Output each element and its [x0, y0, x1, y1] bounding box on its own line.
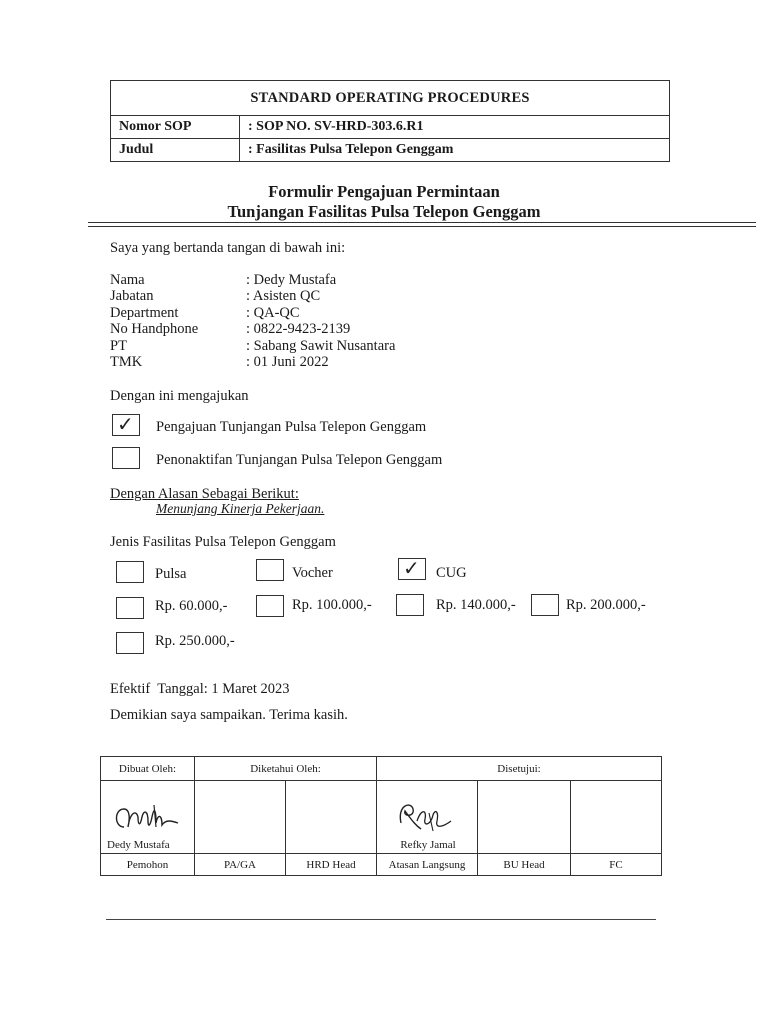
form-title-line1: Formulir Pengajuan Permintaan: [268, 182, 500, 201]
closing-text: Demikian saya sampaikan. Terima kasih.: [110, 707, 348, 723]
checkbox-amount-60000[interactable]: [116, 597, 144, 619]
signature-cell-paga: [195, 781, 286, 854]
type-pulsa-label: Pulsa: [155, 566, 187, 582]
approved-by-header: Disetujui:: [377, 757, 662, 781]
checkbox-cug[interactable]: [398, 558, 426, 580]
field-label-pt: PT: [110, 338, 127, 354]
field-value-nama: : Dedy Mustafa: [246, 272, 337, 288]
field-label-handphone: No Handphone: [110, 321, 199, 337]
checkbox-pulsa[interactable]: [116, 561, 144, 583]
sop-title-label: Judul: [111, 139, 240, 162]
checkbox-amount-100000[interactable]: [256, 595, 284, 617]
field-label-tmk: TMK: [110, 354, 143, 370]
reason-text: Menunjang Kinerja Pekerjaan.: [156, 501, 325, 516]
facility-heading: Jenis Fasilitas Pulsa Telepon Genggam: [110, 534, 336, 550]
sop-title-value: : Fasilitas Pulsa Telepon Genggam: [240, 139, 670, 162]
signature-cell-bu: [478, 781, 571, 854]
type-vocher-label: Vocher: [292, 565, 333, 581]
type-cug-label: CUG: [436, 565, 467, 581]
checkbox-amount-200000[interactable]: [531, 594, 559, 616]
request-intro: Dengan ini mengajukan: [110, 388, 249, 404]
amount-60000-label: Rp. 60.000,-: [155, 598, 228, 614]
amount-100000-label: Rp. 100.000,-: [292, 597, 372, 613]
role-paga: PA/GA: [195, 854, 286, 876]
field-value-pt: : Sabang Sawit Nusantara: [246, 338, 396, 354]
made-by-header: Dibuat Oleh:: [101, 757, 195, 781]
role-atasan-langsung: Atasan Langsung: [377, 854, 478, 876]
sop-heading: STANDARD OPERATING PROCEDURES: [111, 81, 670, 116]
role-hrd-head: HRD Head: [286, 854, 377, 876]
sop-number-value: : SOP NO. SV-HRD-303.6.R1: [240, 116, 670, 139]
check-mark-icon: ✓: [403, 556, 420, 580]
title-divider-bottom: [88, 226, 756, 227]
field-label-jabatan: Jabatan: [110, 288, 154, 304]
signature-cell-fc: [571, 781, 662, 854]
intro-text: Saya yang bertanda tangan di bawah ini:: [110, 240, 346, 256]
known-by-header: Diketahui Oleh:: [195, 757, 377, 781]
checkbox-amount-250000[interactable]: [116, 632, 144, 654]
signer-left-name: Dedy Mustafa: [107, 839, 170, 851]
approval-table: [100, 756, 662, 876]
signature-cell-hrd: [286, 781, 377, 854]
footer-rule: [106, 919, 656, 920]
sop-number-label: Nomor SOP: [111, 116, 240, 139]
title-divider-top: [88, 222, 756, 223]
role-bu-head: BU Head: [478, 854, 571, 876]
amount-140000-label: Rp. 140.000,-: [436, 597, 516, 613]
signature-cell-pemohon: [101, 781, 195, 854]
checkbox-request-deactivate[interactable]: [112, 447, 140, 469]
checkbox-amount-140000[interactable]: [396, 594, 424, 616]
form-title-line2: Tunjangan Fasilitas Pulsa Telepon Genggam: [227, 202, 541, 221]
field-value-department: : QA-QC: [246, 305, 300, 321]
signature-dedy: [108, 797, 188, 839]
signature-refky: [387, 795, 467, 839]
check-mark-icon: ✓: [117, 412, 134, 436]
amount-250000-label: Rp. 250.000,-: [155, 633, 235, 649]
reason-heading: Dengan Alasan Sebagai Berikut:: [110, 486, 299, 502]
field-label-nama: Nama: [110, 272, 145, 288]
field-value-handphone: : 0822-9423-2139: [246, 321, 351, 337]
role-pemohon: Pemohon: [101, 854, 195, 876]
signature-cell-atasan: [377, 781, 478, 854]
checkbox-request-activate[interactable]: [112, 414, 140, 436]
field-value-jabatan: : Asisten QC: [246, 288, 321, 304]
checkbox-vocher[interactable]: [256, 559, 284, 581]
field-label-department: Department: [110, 305, 179, 321]
request-deactivate-label: Penonaktifan Tunjangan Pulsa Telepon Genggam: [156, 452, 443, 468]
request-activate-label: Pengajuan Tunjangan Pulsa Telepon Genggam: [156, 419, 427, 435]
effective-date: Efektif Tanggal: 1 Maret 2023: [110, 681, 290, 697]
sop-header-table: [110, 80, 670, 162]
field-value-tmk: : 01 Juni 2022: [246, 354, 329, 370]
amount-200000-label: Rp. 200.000,-: [566, 597, 646, 613]
role-fc: FC: [571, 854, 662, 876]
signer-mid-name: Refky Jamal: [400, 839, 456, 851]
